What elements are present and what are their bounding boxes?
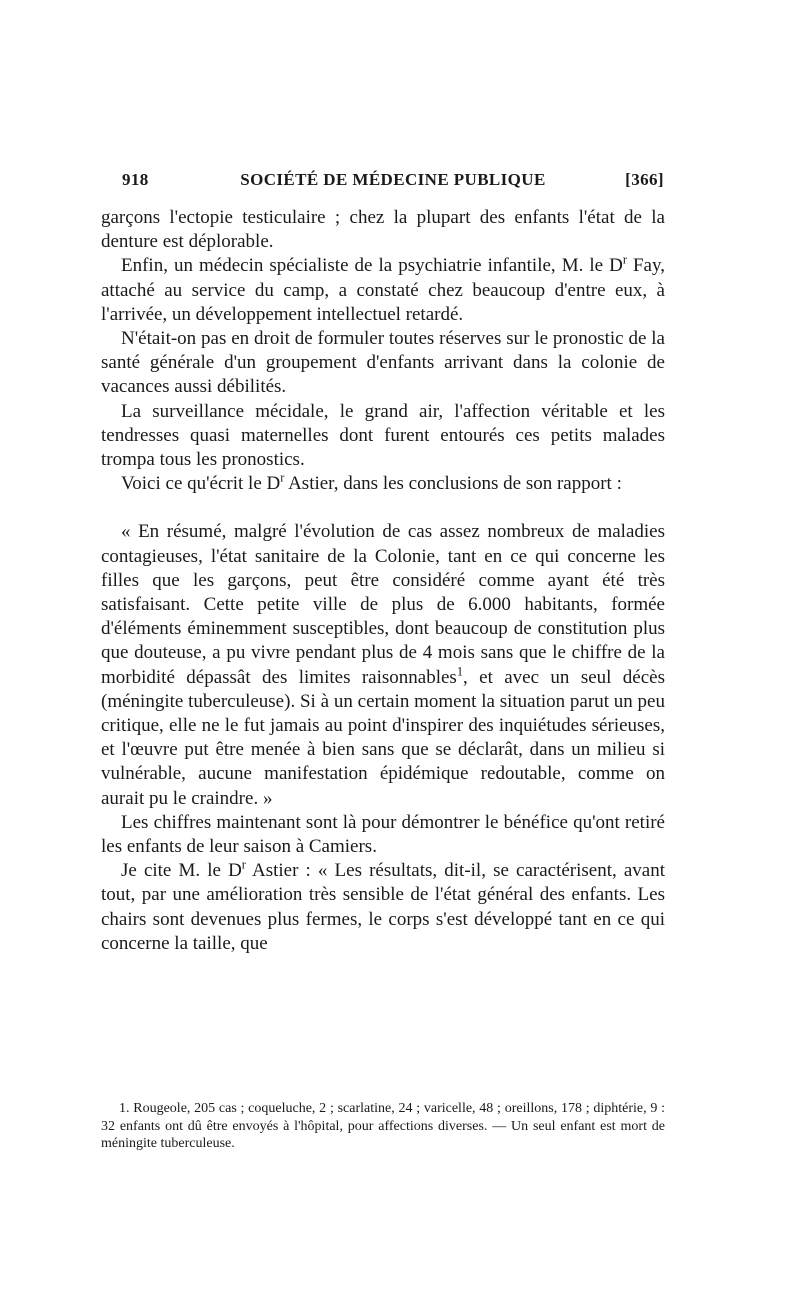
paragraph-continuation: garçons l'ectopie testiculaire ; chez la plupart des enfants l'état de la denture est déplorable. [101, 207, 665, 253]
paragraph-prognosis: N'était-on pas en droit de formuler toutes réserves sur le pronostic de la santé générale d'un groupement d'enfants arrivant dans la colonie de vacances aussi débilités. [101, 328, 665, 398]
body-text [101, 206, 665, 956]
paragraph-text: Fay, attaché au service du camp, a constaté chez beaucoup d'entre eux, à l'arrivée, un développement intellectuel retardé. [101, 255, 665, 325]
running-head [122, 170, 664, 196]
footnotes [101, 1100, 665, 1153]
superscript: r [280, 470, 285, 485]
paragraph-text: Je cite M. le D [121, 860, 242, 882]
superscript: r [622, 253, 627, 268]
paragraph-quote-intro [101, 472, 665, 496]
paragraph-text: Enfin, un médecin spécialiste de la psychiatrie infantile, M. le D [121, 255, 623, 277]
paragraph-text: Astier, dans les conclusions de son rapport : [284, 473, 622, 495]
running-title: SOCIÉTÉ DE MÉDECINE PUBLIQUE [240, 170, 546, 189]
page-number: 918 [122, 170, 149, 189]
paragraph-figures: Les chiffres maintenant sont là pour démontrer le bénéfice qu'ont retiré les enfants de leur saison à Camiers. [101, 811, 665, 858]
paragraph-text: Voici ce qu'écrit le D [121, 473, 281, 495]
paragraph-text: , et avec un seul décès (méningite tuberculeuse). Si à un certain moment la situation parut un peu critique, elle ne le fut jamais au point d'inspirer des inquiétudes sérieuses, et l'œuvre put être menée à bien sans que se déclarât, dans un milieu si vulnérable, aucune manifestation épidémique redoutable, comme on aurait pu le craindre. » [101, 666, 666, 809]
paragraph-text: Astier : « Les résultats, dit-il, se caractérisent, avant tout, par une amélioration très sensible de l'état général des enfants. Les chairs sont devenues plus fermes, le corps s'est développé tant en ce qui concerne la taille, que [101, 860, 666, 954]
section-number: [366] [625, 170, 664, 189]
paragraph-psychiatry [101, 254, 665, 327]
paragraph-text: « En résumé, malgré l'évolution de cas assez nombreux de maladies contagieuses, l'état sanitaire de la Colonie, tant en ce qui concerne les filles que les garçons, peut être considéré comme ayant été très satisfaisant. Cette petite ville de plus de 6.000 habitants, formée d'éléments éminemment susceptibles, dont beaucoup de constitution plus que douteuse, a pu vivre pendant plus de 4 mois sans que le chiffre de la morbidité dépassât des limites raisonnables [101, 521, 665, 688]
paragraph-quotation [101, 520, 665, 810]
footnote: 1. Rougeole, 205 cas ; coqueluche, 2 ; scarlatine, 24 ; varicelle, 48 ; oreillons, 178 ; diphtérie, 9 : 32 enfants ont dû être envoyés à l'hôpital, pour affections diverses. — Un seul enfant est mort de méningite tuberculeuse. [101, 1101, 665, 1151]
footnote-reference: 1 [456, 664, 463, 679]
superscript: r [241, 857, 246, 872]
paragraph-surveillance: La surveillance mécidale, le grand air, l'affection véritable et les tendresses quasi maternelles dont furent entourés ces petits malades trompa tous les pronostics. [101, 400, 665, 471]
paragraph-results [101, 859, 665, 956]
